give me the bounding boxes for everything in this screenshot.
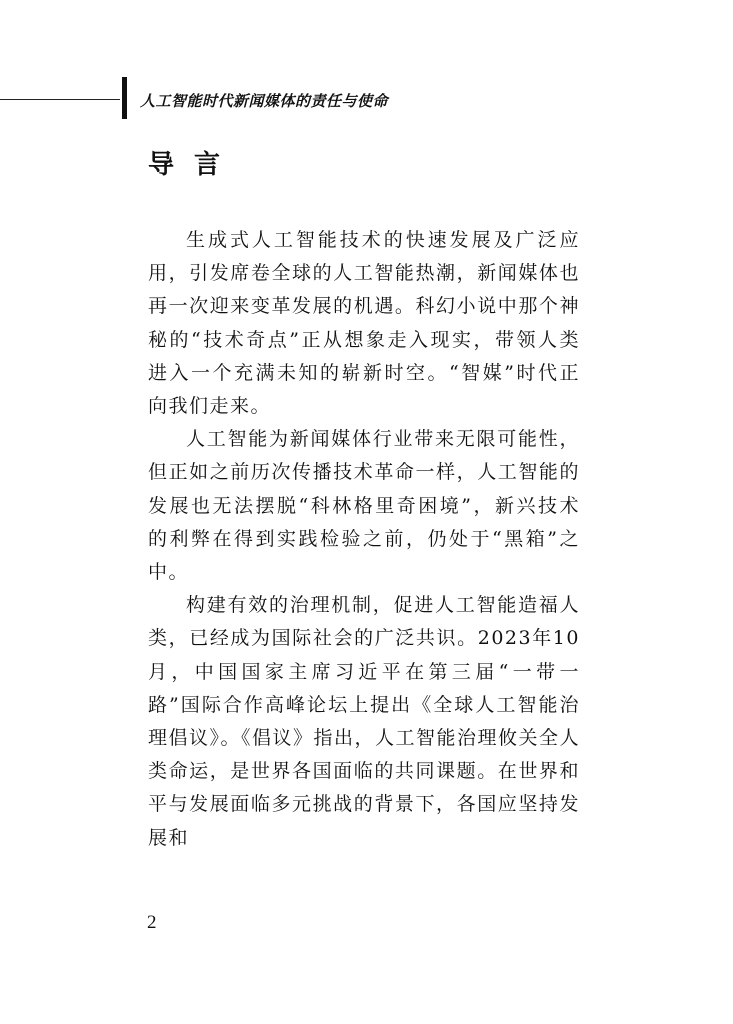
body-text [148, 224, 580, 855]
header-bar [122, 77, 127, 119]
running-title: 人工智能时代新闻媒体的责任与使命 [140, 92, 389, 110]
section-title: 导言 [148, 150, 241, 180]
page-number: 2 [147, 912, 157, 933]
paragraph: 生成式人工智能技术的快速发展及广泛应用，引发席卷全球的人工智能热潮，新闻媒体也再一次迎来变革发展的机遇。科幻小说中那个神秘的“技术奇点”正从想象走入现实，带领人类进入一个充满未知的崭新时空。“智媒”时代正向我们走来。 [148, 229, 580, 418]
paragraph: 构建有效的治理机制，促进人工智能造福人类，已经成为国际社会的广泛共识。2023年10月，中国国家主席习近平在第三届“一带一路”国际合作高峰论坛上提出《全球人工智能治理倡议》。《倡议》指出，人工智能治理攸关全人类命运，是世界各国面临的共同课题。在世界和平与发展面临多元挑战的背景下，各国应坚持发展和 [148, 594, 581, 849]
header-rule [0, 99, 120, 100]
paragraph: 人工智能为新闻媒体行业带来无限可能性，但正如之前历次传播技术革命一样，人工智能的发展也无法摆脱“科林格里奇困境”，新兴技术的利弊在得到实践检验之前，仍处于“黑箱”之中。 [148, 428, 580, 584]
